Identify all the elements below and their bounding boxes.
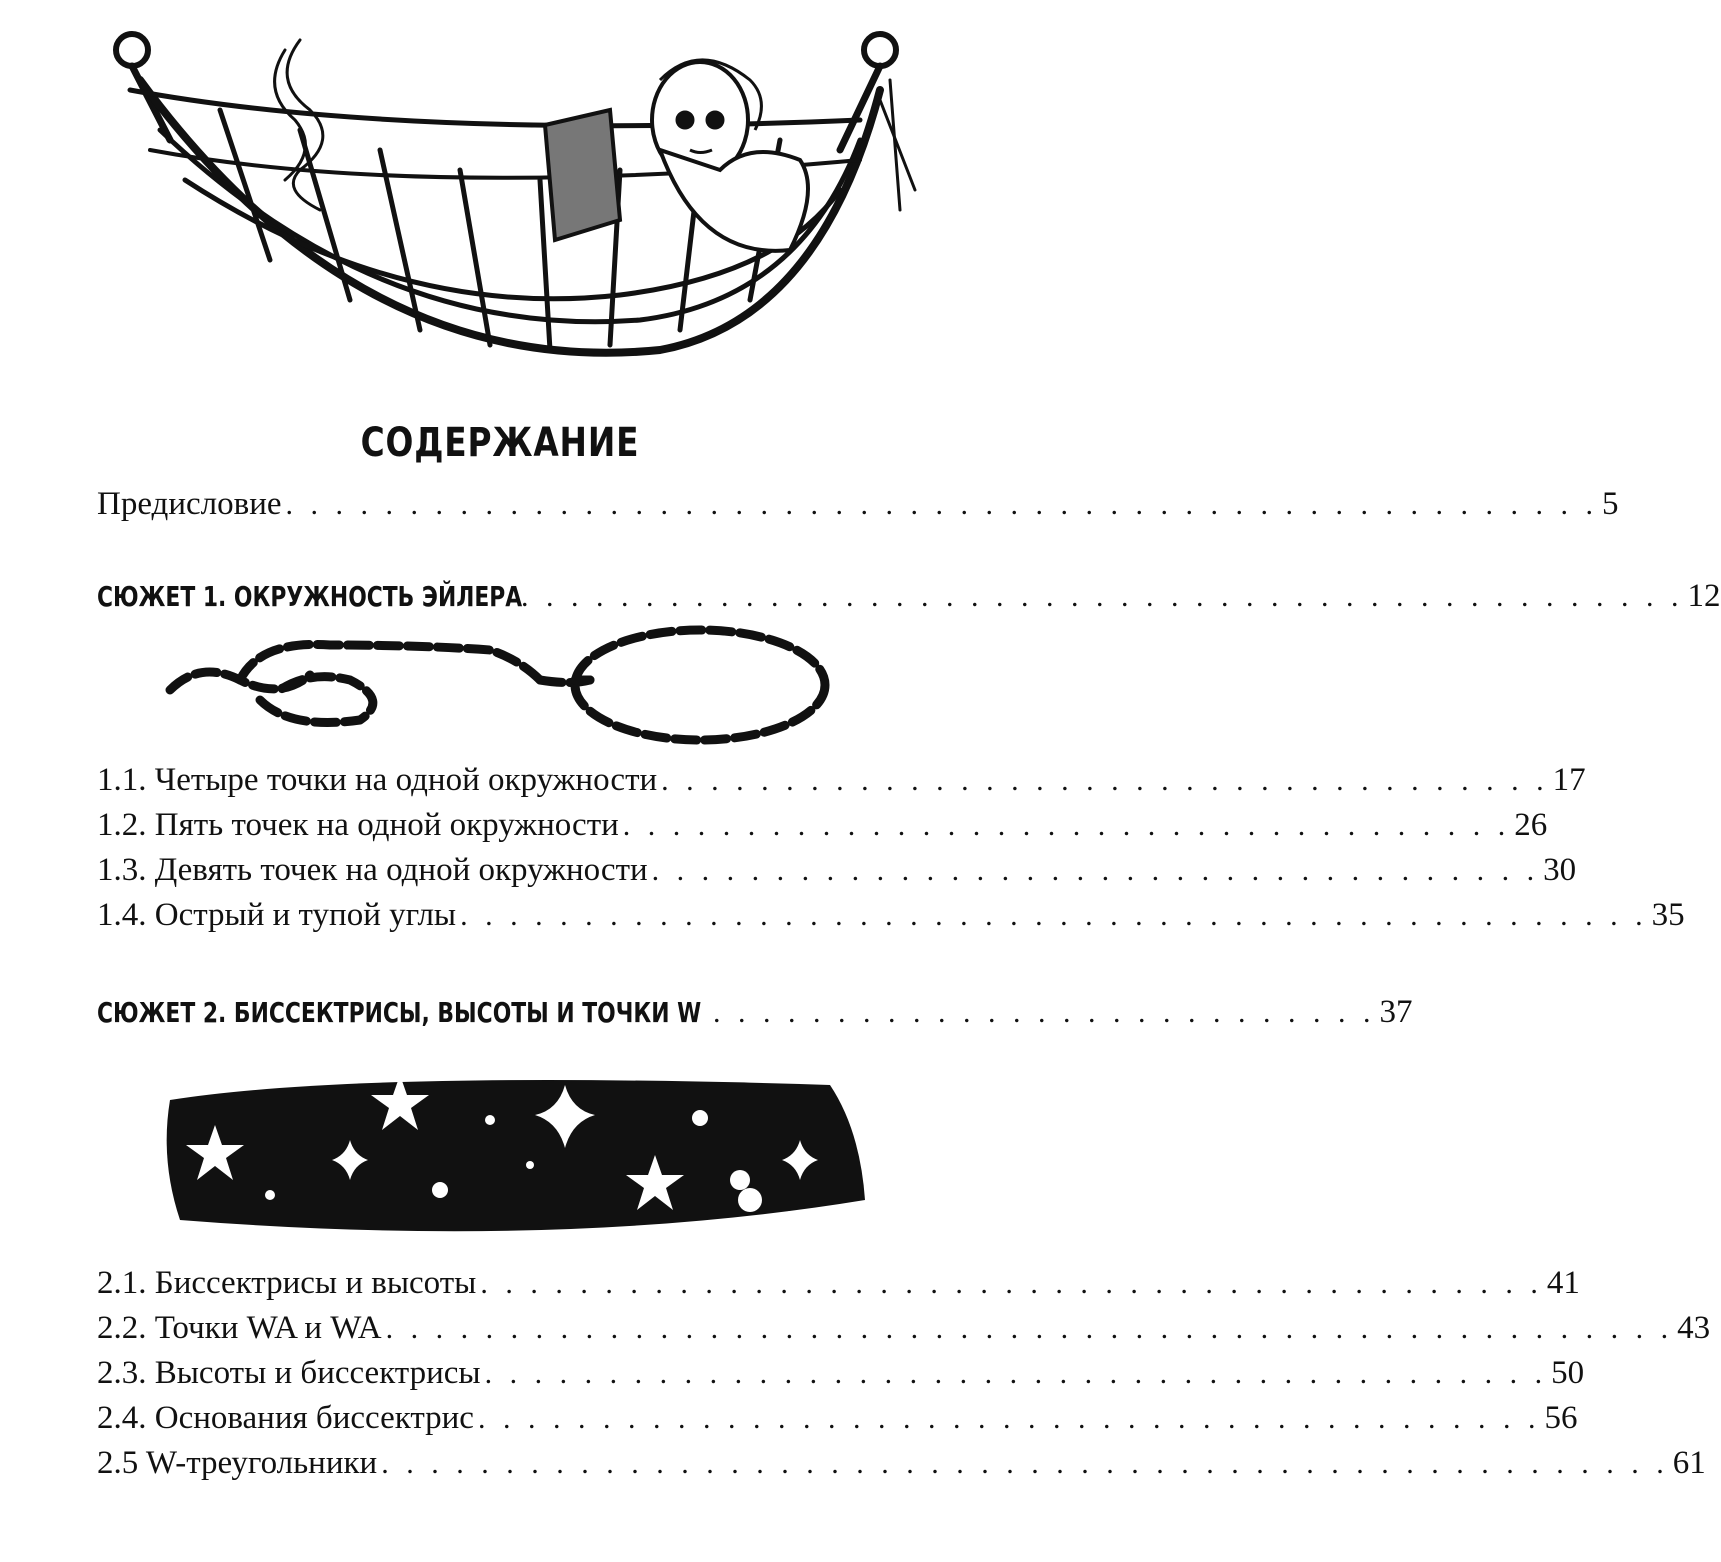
toc-entry-label: 2.1. Биссектрисы и высоты: [97, 1265, 477, 1301]
toc-entry-label: Предисловие: [97, 486, 282, 522]
toc-entry-label: 2.5 W-треугольники: [97, 1445, 378, 1481]
chain-illustration: [160, 620, 860, 760]
toc-page-number: 37: [1379, 994, 1413, 1030]
leader-dots: . . . . . . . . . . . . . . . . . . . . . . . . . . . . . . . . . . . . . . . . . . . . . . .: [521, 580, 1684, 613]
toc-entry-2-1[interactable]: [97, 1263, 1580, 1304]
toc-entry-label: 2.3. Высоты и биссектрисы: [97, 1355, 481, 1391]
leader-dots: . . . . . . . . . . . . . . . . . . . . . . . . . . . . . . . . . . . . . . . . . . . . . . . .: [460, 899, 1648, 932]
leader-dots: . . . . . . . . . . . . . . . . . . . . . . . . . . . . . . . . . . . .: [651, 854, 1540, 887]
toc-entry-label: 1.4. Острый и тупой углы: [97, 897, 457, 933]
toc-page-number: 61: [1672, 1445, 1706, 1481]
toc-page-number: 30: [1543, 852, 1577, 888]
leader-dots: . . . . . . . . . . . . . . . . . . . . . . . . . . . . . . . . . . . . . . . . . . . . . . . . . . . . .: [285, 488, 1598, 521]
leader-dots: . . . . . . . . . . . . . . . . . . . . . . . . . . . . . . . . . . . . . . . . . . . . . . . . . . . .: [381, 1447, 1669, 1480]
leader-dots: . . . . . . . . . . . . . . . . . . . . . . . . . . . . . . . . . . . . . . . . . . .: [484, 1357, 1548, 1390]
toc-chapter-label: СЮЖЕТ 1. ОКРУЖНОСТЬ ЭЙЛЕРА: [97, 580, 523, 613]
toc-entry-label: 1.2. Пять точек на одной окружности: [97, 807, 619, 843]
toc-page-number: 17: [1552, 762, 1586, 798]
leader-dots: . . . . . . . . . . . . . . . . . . . . . . . . . . . . . . . . . . . .: [622, 809, 1511, 842]
toc-page-number: 5: [1602, 486, 1619, 522]
toc-entry-label: 2.2. Точки WA и WA: [97, 1310, 382, 1346]
toc-entry-2-2[interactable]: [97, 1308, 1711, 1349]
toc-entry-2-5[interactable]: [97, 1443, 1706, 1484]
toc-entry-label: 1.1. Четыре точки на одной окружности: [97, 762, 658, 798]
toc-entry-2-4[interactable]: [97, 1398, 1578, 1439]
leader-dots: . . . . . . . . . . . . . . . . . . . . . . . . . . . . . . . . . . . . . . . . . . .: [480, 1267, 1543, 1300]
toc-entry-1-4[interactable]: [97, 895, 1685, 936]
toc-page-number: 12: [1687, 578, 1721, 614]
toc-chapter-label: СЮЖЕТ 2. БИССЕКТРИСЫ, ВЫСОТЫ И ТОЧКИ W: [97, 996, 702, 1029]
leader-dots: . . . . . . . . . . . . . . . . . . . . . . . . . . . . . . . . . . . . . . . . . . . . . . . . . . . .: [385, 1312, 1674, 1345]
toc-page-number: 43: [1677, 1310, 1711, 1346]
page-title: СОДЕРЖАНИЕ: [360, 420, 640, 466]
toc-page-number: 26: [1514, 807, 1548, 843]
toc-entry-label: 1.3. Девять точек на одной окружности: [97, 852, 648, 888]
toc-entry-1-1[interactable]: [97, 760, 1586, 801]
leader-dots: . . . . . . . . . . . . . . . . . . . . . . . . . . .: [713, 996, 1376, 1029]
leader-dots: . . . . . . . . . . . . . . . . . . . . . . . . . . . . . . . . . . . .: [661, 764, 1549, 797]
toc-page-number: 50: [1551, 1355, 1585, 1391]
toc-page-number: 56: [1544, 1400, 1578, 1436]
toc-entry-2-3[interactable]: [97, 1353, 1585, 1394]
toc-page-number: 35: [1651, 897, 1685, 933]
toc-entry-1-3[interactable]: [97, 850, 1577, 891]
toc-entry-preface[interactable]: [97, 484, 1619, 525]
toc-entry-1-2[interactable]: [97, 805, 1548, 846]
toc-page-number: 41: [1546, 1265, 1580, 1301]
toc-entry-label: 2.4. Основания биссектрис: [97, 1400, 474, 1436]
toc-entry-chapter-1[interactable]: [97, 576, 1721, 617]
starry-sky-illustration: [160, 1070, 870, 1250]
leader-dots: . . . . . . . . . . . . . . . . . . . . . . . . . . . . . . . . . . . . . . . . . . .: [477, 1402, 1541, 1435]
hammock-reader-illustration: [100, 20, 920, 380]
toc-entry-chapter-2[interactable]: [97, 992, 1413, 1033]
